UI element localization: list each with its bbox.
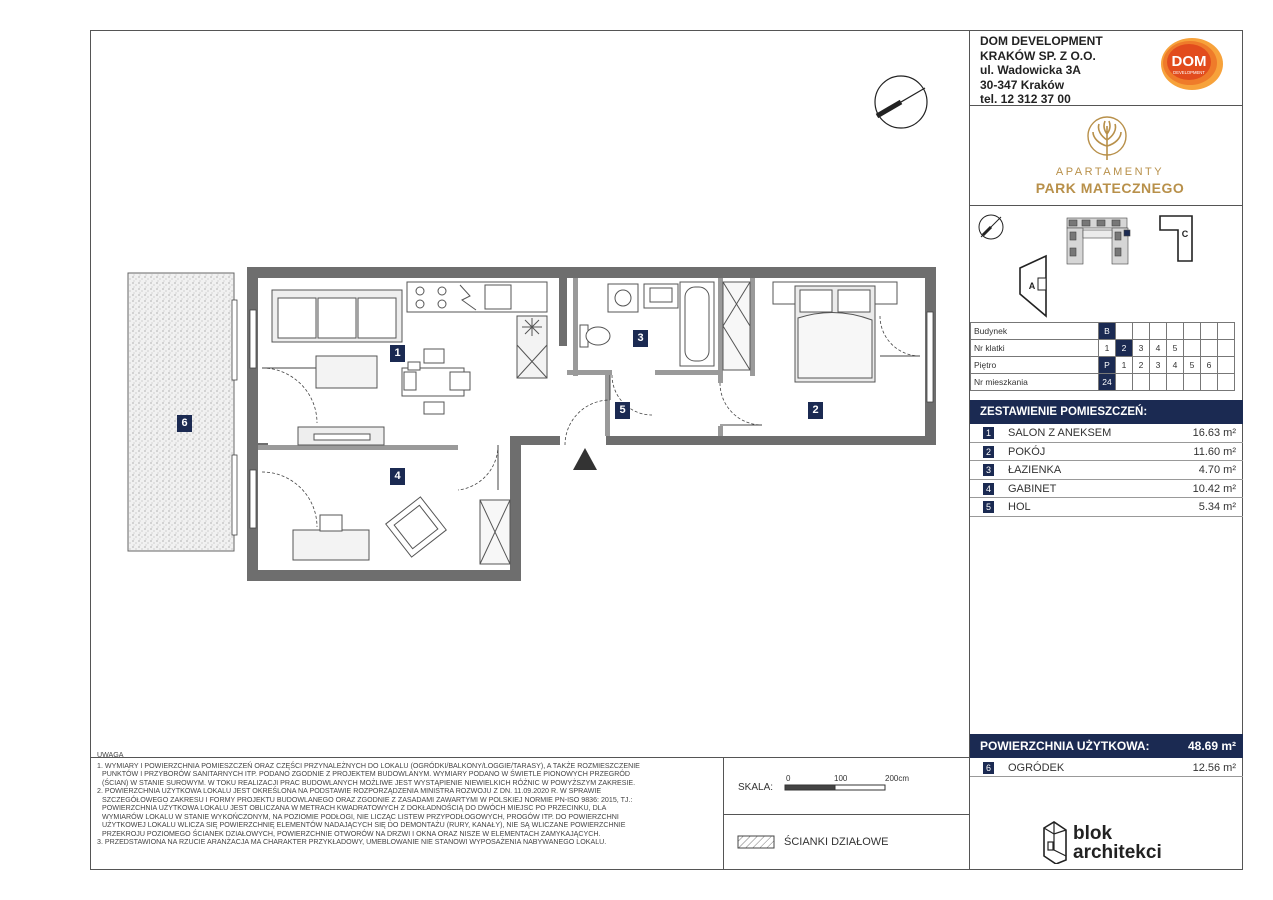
room-number: 1 (983, 427, 994, 439)
info-row-klatka (971, 340, 1235, 357)
info-row-mieszkanie (971, 374, 1235, 391)
info-cell: B (1099, 323, 1116, 340)
company-name: DOM DEVELOPMENT (980, 34, 1103, 48)
info-cell: 24 (1099, 374, 1116, 391)
info-cell: 4 (1167, 357, 1184, 374)
floor-plan (120, 60, 950, 600)
partition-wall-legend-icon (737, 835, 775, 849)
rooms-header: ZESTAWIENIE POMIESZCZEŃ: (970, 400, 1243, 424)
company-city: 30-347 Kraków (980, 77, 1065, 92)
room-name: ŁAZIENKA (1008, 464, 1062, 476)
info-cell: 3 (1150, 357, 1167, 374)
note-line: 2. POWIERZCHNIA UŻYTKOWA LOKALU JEST OKREŚLONA NA PODSTAWIE ROZPORZĄDZENIA MINISTRA ROZWOJU Z DN. 11.09.2020 R. W SPRAWIE (97, 787, 602, 795)
room-row (970, 498, 1243, 517)
architect-logo-text (1073, 824, 1162, 862)
divider (969, 205, 1243, 206)
key-plan-c-label: C (1181, 229, 1189, 239)
room-number: 3 (983, 464, 994, 476)
note-line: POWIERZCHNIA UŻYTKOWA LOKALU JEST OBLICZANA W METRACH KWADRATOWYCH Z DOKŁADNOŚCIĄ DO DWÓCH MIEJSC PO PRZECINKU, DLA (102, 804, 607, 812)
room-area: 5.34 m² (1198, 501, 1236, 513)
key-plan-compass-icon (979, 215, 1003, 239)
info-cell: 3 (1133, 340, 1150, 357)
key-plan-building-a (1020, 256, 1046, 316)
room-row (970, 424, 1243, 443)
room-area: 12.56 m² (1192, 762, 1236, 774)
dom-logo-text: DOM (1171, 53, 1207, 70)
room-number: 2 (983, 446, 994, 458)
info-cell: 5 (1167, 340, 1184, 357)
company-street: ul. Wadowicka 3A (980, 63, 1081, 77)
architect-line-1: blok (1073, 823, 1113, 844)
room-number: 5 (983, 501, 994, 513)
company-phone: tel. 12 312 37 00 (980, 92, 1071, 106)
dom-logo-subtext: DEVELOPMENT (1173, 70, 1205, 75)
plan-tag-1: 1 (390, 345, 405, 362)
rooms-list (970, 424, 1243, 517)
north-compass-icon (875, 76, 927, 128)
room-number: 4 (983, 483, 994, 495)
info-cell: 2 (1133, 357, 1150, 374)
key-plan (972, 208, 1242, 320)
room-area: 16.63 m² (1192, 427, 1236, 439)
scale-tick: 100 (834, 774, 848, 783)
info-cell: 1 (1116, 357, 1133, 374)
note-line: SZCZEGÓŁOWEGO ZAKRESU I FORMY PROJEKTU BUDOWLANEGO ORAZ ZGODNIE Z ZASADAMI ZAWARTYMI W POLSKIEJ NORMIE PN-ISO 9836: 2015, TJ.: (102, 795, 633, 804)
room-number: 6 (983, 762, 994, 774)
total-area-value: 48.69 m² (1187, 739, 1236, 753)
info-cell: 1 (1099, 340, 1116, 357)
scale-label: SKALA: (738, 782, 774, 793)
scale-tick: 0 (786, 774, 791, 783)
info-cell: P (1099, 357, 1116, 374)
scale-bar (784, 784, 888, 792)
info-row-budynek (971, 323, 1235, 340)
tree-logo-icon (1085, 114, 1129, 164)
total-area-bar (970, 734, 1243, 758)
room-area: 4.70 m² (1198, 464, 1236, 476)
room-area: 11.60 m² (1193, 445, 1236, 458)
plan-tag-5: 5 (615, 402, 630, 419)
entrance-arrow-icon (573, 448, 597, 470)
note-line: PRZEKROJU POZIOMEGO ŚCIANEK DZIAŁOWYCH, POWIERZCHNIE OTWORÓW NA DRZWI I OKNA ORAZ NISZE W ELEMENTACH ZAMYKAJĄCYCH. (102, 829, 601, 838)
architect-line-2: architekci (1073, 842, 1162, 863)
garden-row (970, 759, 1243, 777)
key-plan-a-label: A (1028, 281, 1036, 291)
room-name: SALON Z ANEKSEM (1008, 427, 1112, 439)
notes-block (97, 751, 722, 847)
legend-label: ŚCIANKI DZIAŁOWE (784, 836, 889, 848)
room-row (970, 480, 1243, 499)
note-line: 3. PRZEDSTAWIONA NA RZUCIE ARANŻACJA MA CHARAKTER PRZYKŁADOWY, UMEBLOWANIE NIE STANOWI WYPOSAŻENIA NABYWANEGO LOKALU. (97, 838, 607, 846)
room-name: GABINET (1008, 482, 1057, 495)
dom-development-logo (1158, 36, 1224, 92)
room-name: HOL (1008, 501, 1031, 513)
room-row (970, 443, 1243, 462)
note-line: 1. WYMIARY I POWIERZCHNIA POMIESZCZEŃ ORAZ CZĘŚCI PRZYNALEŻNYCH DO LOKALU (OGRÓDKI/BALKONY/LOGGIE/TARASY), A TAKŻE ROZMIESZCZENIE (97, 761, 640, 770)
key-plan-building-b (1067, 218, 1130, 264)
scale-tick: 200cm (885, 774, 910, 783)
divider (723, 814, 969, 815)
room-area: 10.42 m² (1192, 482, 1236, 495)
project-logo-sub: APARTAMENTY (1055, 166, 1165, 178)
plan-tag-6: 6 (177, 415, 192, 432)
company-name-2: KRAKÓW SP. Z O.O. (980, 48, 1096, 63)
room-name: POKÓJ (1008, 445, 1046, 458)
unit-info-table (970, 322, 1235, 391)
info-row-pietro (971, 357, 1235, 374)
plan-tag-2: 2 (808, 402, 823, 419)
info-label: Nr mieszkania (971, 374, 1099, 391)
info-label: Nr klatki (971, 340, 1099, 357)
note-line: WYMIARÓW LOKALU W STANIE WYKOŃCZONYM, NA POZIOMIE PODŁOGI, NIE LICZĄC LISTEW PRZYPODŁOGOWYCH, PROGÓW ITP. DO POWIERZCHNI (102, 812, 619, 821)
total-area-label: POWIERZCHNIA UŻYTKOWA: (980, 739, 1150, 753)
key-plan-building-c (1160, 216, 1192, 261)
note-line: PUNKTÓW I PRZYBORÓW SANITARNYCH ITP. PODANO ZGODNIE Z PROJEKTEM BUDOWLANYM. WYMIARY PODANO W ŚWIETLE PIONOWYCH PRZEGRÓD (102, 770, 631, 778)
room-name: OGRÓDEK (1008, 762, 1065, 774)
info-cell: 2 (1116, 340, 1133, 357)
note-line: UŻYTKOWEJ LOKALU WLICZA SIĘ POWIERZCHNIĘ ELEMENTÓW NADAJĄCYCH SIĘ DO DEMONTAŻU (RURY, KANAŁY), NIE SĄ WLICZANE POWIERZCHNIE (102, 821, 626, 829)
blok-architekci-logo-icon (1040, 820, 1070, 864)
note-line: (ŚCIAN) W STANIE SUROWYM. W TOKU REALIZACJI PRAC BUDOWLANYCH MOŻLIWE JEST WYSTĄPIENIE NIEWIELKICH RÓŻNIC W POWYŻSZYM ZAKRESIE. (102, 778, 636, 787)
info-label: Budynek (971, 323, 1099, 340)
plan-tag-3: 3 (633, 330, 648, 347)
info-cell: 4 (1150, 340, 1167, 357)
plan-tag-4: 4 (390, 468, 405, 485)
notes-title: UWAGA (97, 751, 124, 759)
info-cell: 6 (1201, 357, 1218, 374)
info-label: Piętro (971, 357, 1099, 374)
company-address (980, 34, 1103, 107)
room-row (970, 461, 1243, 480)
garden-area (128, 273, 234, 551)
project-logo-main: PARK MATECZNEGO (1035, 180, 1185, 196)
info-cell: 5 (1184, 357, 1201, 374)
